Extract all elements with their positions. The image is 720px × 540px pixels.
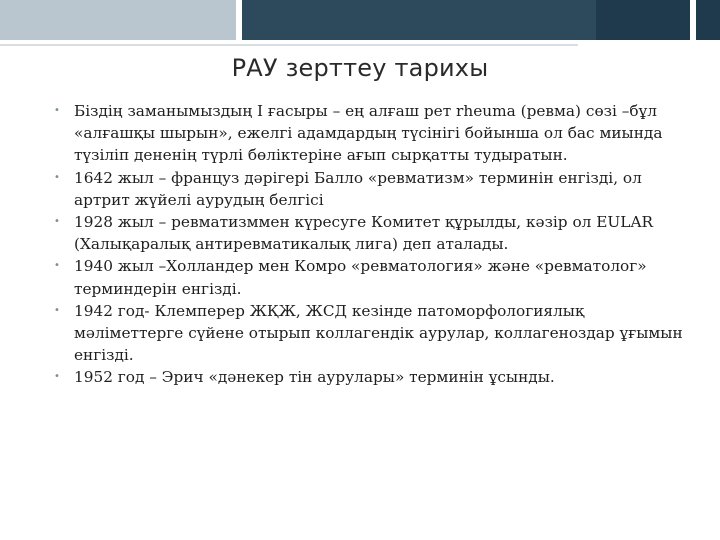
list-item (52, 211, 692, 255)
list-item (52, 300, 692, 367)
list-item (52, 255, 692, 299)
bullet-icon: • (54, 304, 60, 316)
bullet-icon: • (54, 371, 60, 383)
bullet-list (52, 100, 692, 389)
header-separator (236, 0, 242, 40)
header-bar-dark-segment (596, 0, 720, 40)
list-item (52, 366, 692, 388)
list-item-text: 1928 жыл – ревматизммен күресуге Комитет құрылды, кәзір ол EULAR (Халықаралық антиревматикалық лига) деп аталады. (74, 213, 654, 254)
list-item (52, 100, 692, 167)
list-item-text: 1940 жыл –Холландер мен Комро «ревматология» және «ревматолог» терминдерін енгізді. (74, 257, 647, 298)
bullet-icon: • (54, 171, 60, 183)
bullet-icon: • (54, 260, 60, 272)
header-separator (690, 0, 696, 40)
list-item-text: 1952 год – Эрич «дәнекер тін аурулары» терминін ұсынды. (74, 368, 555, 387)
list-item (52, 167, 692, 211)
bullet-icon: • (54, 105, 60, 116)
list-item-text: 1642 жыл – француз дәрігері Балло «ревматизм» терминін енгізді, ол артрит жүйелі аурудың белгісі (74, 168, 642, 209)
slide-title: РАУ зерттеу тарихы (231, 54, 489, 82)
list-item-text: Біздің заманымыздың І ғасыры – ең алғаш рет rheuma (ревма) сөзі –бұл «алғашқы шырын», ежелгі адамдардың түсінігі бойынша ол бас миында түзіліп дененің түрлі бөліктеріне ағып сырқатты тудыратын. (74, 102, 663, 165)
header-bar-light-segment (0, 0, 236, 40)
bullet-icon: • (54, 216, 60, 228)
header-rule (0, 44, 578, 46)
header-bar-mid-segment (236, 0, 596, 40)
list-item-text: 1942 год- Клемперер ЖҚЖ, ЖСД кезінде патоморфологиялық мәліметтерге сүйене отырып коллагендік аурулар, коллагеноздар ұғымын енгізді. (74, 301, 683, 365)
header-bar (0, 0, 720, 40)
